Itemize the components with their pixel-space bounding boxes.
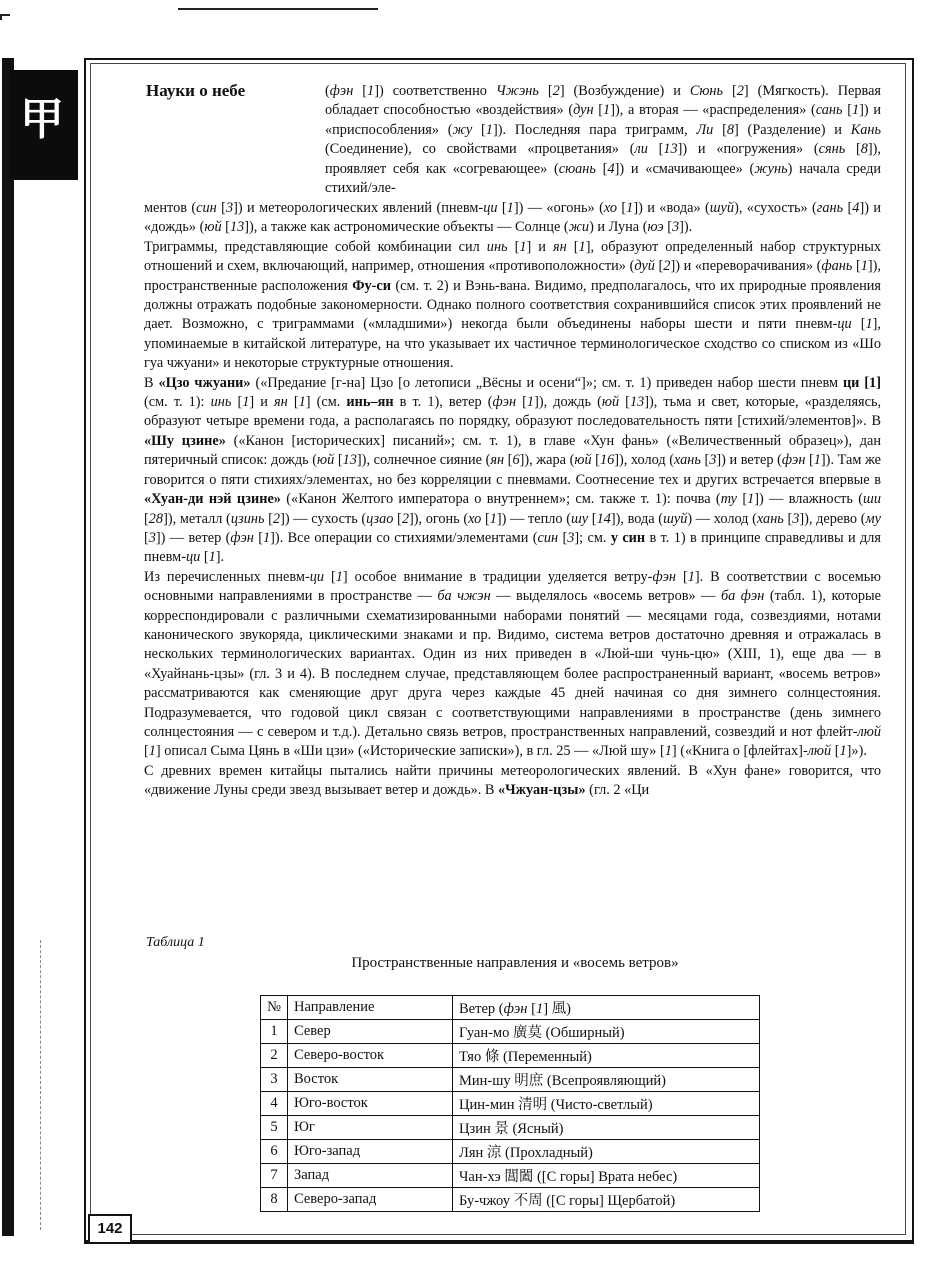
cell-direction: Северо-восток [288, 1044, 453, 1068]
cell-direction: Запад [288, 1164, 453, 1188]
cell-wind: Лян 涼 (Прохладный) [453, 1140, 760, 1164]
first-paragraph: (фэн [1]) соответственно Чжэнь [2] (Возбуждение) и Сюнь [2] (Мягкость). Первая обладает способностью «воздействия» (дун [1]), а вторая — «распределения» (сань [1]) и «приспособления» (жу [1]). Последняя пара триграмм, Ли [8] (Разделение) и Кань (Соединение), со свойствами «процветания» (ли [13]) и «погружения» (сянь [8]), проявляет себя как «согревающее» (сюань [4]) и «смачивающее» (жунь) начала среди стихий/эле- [325, 83, 882, 197]
cell-wind: Цзин 景 (Ясный) [453, 1116, 760, 1140]
cell-wind: Чан-хэ 閶闔 ([С горы] Врата небес) [453, 1164, 760, 1188]
column-header-number: № [261, 996, 288, 1020]
cell-number: 1 [261, 1020, 288, 1044]
cell-number: 4 [261, 1092, 288, 1116]
cell-direction: Север [288, 1020, 453, 1044]
section-title: Науки о небе [146, 81, 246, 100]
table-header-row [261, 996, 760, 1020]
table-row [261, 1188, 760, 1212]
left-thick-rule [2, 58, 14, 1236]
cell-number: 8 [261, 1188, 288, 1212]
paragraph: Из перечисленных пневм-ци [1] особое внимание в традиции уделяется ветру-фэн [1]. В соответствии с восемью основными направлениями в пространстве — ба чжэн — выделялось «восемь ветров» — ба фэн (табл. 1), которые корреспондировали с различными схематизированными наборами понятий — месяцами года, созвездиями, нотами канонического звукоряда, циклическими знаками и пр. Видимо, система ветров достаточно древняя и отражалась в нескольких терминологических вариантах. Один из них приведен в «Люй-ши чунь-цю» (XIII, 1), еще два — в «Хуайнань-цзы» (гл. 3 и 4). В последнем случае, представляющем более распространенный вариант, «восемь ветров» рассматриваются как сменяющие друг друга через каждые 45 дней начиная со дня зимнего солнцестояния. Подразумевается, что годовой цикл связан с соответствующими направлениями в пространстве (день зимнего солнцестояния — с севером и т.д.). Детально связь ветров, пространственных направлений, созвездий и нот флейт-люй [1] описал Сыма Цянь в «Ши цзи» («Исторические записки»), в гл. 25 — «Люй шу» [1] («Книга о [флейтах]-люй [1]»). [144, 568, 881, 760]
cell-direction: Юг [288, 1116, 453, 1140]
cell-number: 7 [261, 1164, 288, 1188]
cell-number: 3 [261, 1068, 288, 1092]
cell-direction: Юго-запад [288, 1140, 453, 1164]
table-row [261, 1140, 760, 1164]
directions-table [260, 995, 760, 1212]
cell-direction: Юго-восток [288, 1092, 453, 1116]
paragraph: ментов (син [3]) и метеорологических явлений (пневм-ци [1]) — «огонь» (хо [1]) и «вода» (шуй), «сухость» (гань [4]) и «дождь» (юй [13]), а также как астрономические объекты — Солнце (жи) и Луна (юэ [3]). [144, 200, 882, 236]
table-row [261, 1068, 760, 1092]
cell-direction: Северо-запад [288, 1188, 453, 1212]
chapter-tab-glyph: 甲 [20, 94, 64, 145]
table-body [261, 1020, 760, 1212]
cell-wind: Тяо 條 (Переменный) [453, 1044, 760, 1068]
paragraph: Триграммы, представляющие собой комбинации сил инь [1] и ян [1], образуют определенный набор структурных отношений и схем, включающий, например, отношения «противоположности» (дуй [2]) и «переворачивания» (фань [1]), пространственные расположения Фу-си (см. т. 2) и Вэнь-вана. Видимо, предполагалось, что их природные проявления должны отражать подобные закономерности. Однако полного соответствия сохранившийся список этих проявлений не дает. Возможно, с триграммами («младшими») некогда были объединены наборы шести и пяти пневм-ци [1], упоминаемые в китайской литературе, на что указывает их частичное терминологическое сходство со списком из «Шо гуа чжуани» и некоторые структурные отношения. [144, 238, 882, 372]
margin-dash-line [40, 940, 42, 1230]
body-text [144, 199, 881, 801]
paragraph: С древних времен китайцы пытались найти причины метеорологических явлений. В «Хун фане» говорится, что «движение Луны среди звезд вызывает ветер и дождь». В «Чжуан-цзы» (гл. 2 «Ци [144, 762, 881, 799]
table-label: Таблица 1 [146, 935, 205, 950]
table-row [261, 1020, 760, 1044]
cell-direction: Восток [288, 1068, 453, 1092]
top-rule [178, 8, 378, 10]
cell-wind: Бу-чжоу 不周 ([С горы] Щербатой) [453, 1188, 760, 1212]
table-row [261, 1164, 760, 1188]
paragraph: В «Цзо чжуани» («Предание [г-на] Цзо [о летописи „Вёсны и осени“]»; см. т. 1) приведен набор шести пневм ци [1] (см. т. 1): инь [1] и ян [1] (см. инь–ян в т. 1), ветер (фэн [1]), дождь (юй [13]), тьма и свет, которые, «разделяясь, образуют четыре времени года, а располагаясь по порядку, образуют последовательность пяти [стихий/элементов]». В «Шу цзине» («Канон [исторических] писаний»; см. т. 1), в главе «Хун фань» («Величественный образец»), дан пятеричный список: дождь (юй [13]), солнечное сияние (ян [6]), жара (юй [16]), холод (хань [3]) и ветер (фэн [1]). Там же говорится о пяти стихиях/элементах, но без корреляции с пневмами. Соотнесение тех и других встречается впервые в «Хуан-ди нэй цзине» («Канон Желтого императора о внутреннем»; см. также т. 1): почва (ту [1]) — влажность (ши [28]), металл (цзинь [2]) — сухость (цзао [2]), огонь (хо [1]) — тепло (шу [14]), вода (шуй) — холод (хань [3]), дерево (му [3]) — ветер (фэн [1]). Все операции со стихиями/элементами (син [3]; см. у син в т. 1) в принципе справедливы и для пневм-ци [1]. [144, 374, 882, 566]
cell-wind: Цин-мин 清明 (Чисто-светлый) [453, 1092, 760, 1116]
left-margin-bar [0, 58, 78, 1236]
table-row [261, 1092, 760, 1116]
cell-wind: Мин-шу 明庶 (Всепроявляющий) [453, 1068, 760, 1092]
column-header-wind: Ветер (фэн [1] 風) [453, 996, 760, 1020]
column-header-direction: Направление [288, 996, 453, 1020]
page-number: 142 [88, 1214, 132, 1244]
table-row [261, 1116, 760, 1140]
corner-mark [0, 14, 10, 20]
cell-number: 6 [261, 1140, 288, 1164]
cell-number: 2 [261, 1044, 288, 1068]
table-row [261, 1044, 760, 1068]
bottom-rule [84, 1240, 914, 1244]
cell-wind: Гуан-мо 廣莫 (Обширный) [453, 1020, 760, 1044]
cell-number: 5 [261, 1116, 288, 1140]
table-title: Пространственные направления и «восемь ветров» [351, 955, 679, 971]
